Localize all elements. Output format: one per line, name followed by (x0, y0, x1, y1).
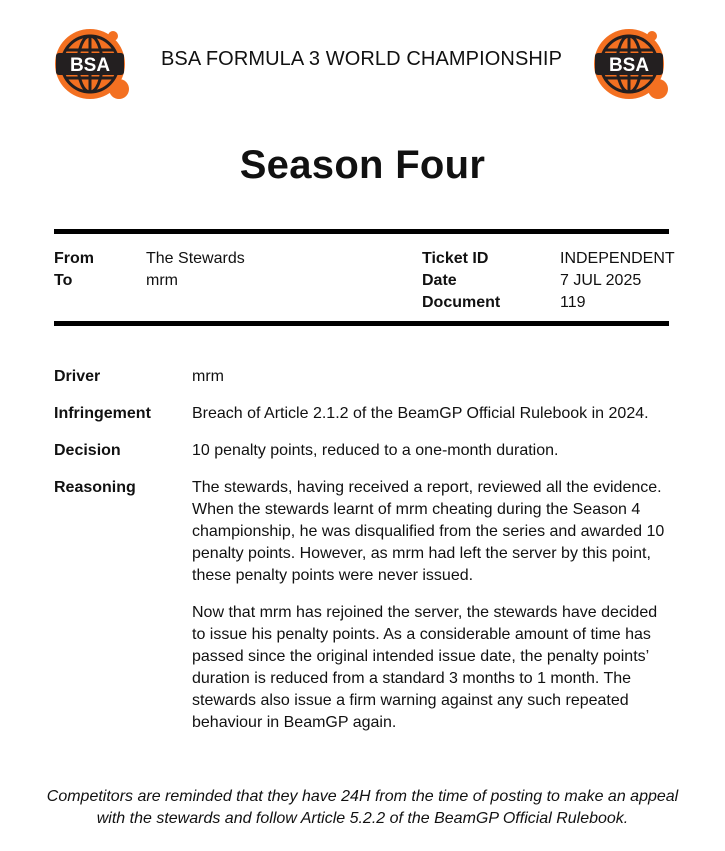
to-value: mrm (146, 272, 178, 289)
date-value: 7 JUL 2025 (560, 272, 642, 289)
appeal-notice: Competitors are reminded that they have 24H from the time of posting to make an appeal with the stewards and follow Article 5.2.2 of the BeamGP Official Rulebook. (46, 788, 679, 827)
decision-details (54, 366, 672, 749)
decision-label: Decision (54, 442, 121, 459)
driver-value: mrm (192, 368, 224, 385)
series-title: BSA FORMULA 3 WORLD CHAMPIONSHIP (160, 48, 563, 70)
reasoning-label: Reasoning (54, 479, 136, 496)
bsa-logo-right (593, 28, 669, 100)
decision-value: 10 penalty points, reduced to a one-month duration. (192, 442, 559, 459)
meta-left (54, 248, 245, 292)
infringement-row (54, 403, 672, 425)
meta-date-row (422, 270, 675, 292)
driver-label: Driver (54, 368, 101, 385)
svg-text:BSA: BSA (69, 55, 111, 76)
infringement-value: Breach of Article 2.1.2 of the BeamGP Official Rulebook in 2024. (192, 405, 649, 422)
meta-right (422, 248, 675, 314)
date-label: Date (422, 272, 457, 289)
driver-row (54, 366, 672, 388)
ticket-id-label: Ticket ID (422, 250, 489, 267)
document-header (54, 28, 669, 100)
decision-row (54, 440, 672, 462)
ticket-id-value: INDEPENDENT (560, 250, 675, 267)
bottom-divider (54, 321, 669, 326)
svg-text:BSA: BSA (608, 55, 650, 76)
reasoning-paragraph-2: Now that mrm has rejoined the server, the stewards have decided to issue his penalty points. As a considerable amount of time has passed since the original intended issue date, the penalty points’ duration is reduced from a standard 3 months to 1 month. The stewards also issue a firm warning against any such repeated behaviour in BeamGP again. (192, 604, 658, 731)
meta-ticket-row (422, 248, 675, 270)
season-title: Season Four (239, 143, 486, 187)
reasoning-paragraph-1: The stewards, having received a report, reviewed all the evidence. When the stewards learnt of mrm cheating during the Season 4 championship, he was disqualified from the series and awarded 10 penalty points. However, as mrm had left the server by this point, these penalty points were never issued. (192, 479, 665, 584)
to-label: To (54, 272, 73, 289)
from-label: From (54, 250, 94, 267)
top-divider (54, 229, 669, 234)
meta-from-row (54, 248, 245, 270)
meta-document-row (422, 292, 675, 314)
from-value: The Stewards (146, 250, 245, 267)
reasoning-value (192, 477, 672, 734)
document-label: Document (422, 294, 501, 311)
reasoning-row (54, 477, 672, 734)
infringement-label: Infringement (54, 405, 151, 422)
document-value: 119 (560, 294, 586, 311)
meta-to-row (54, 270, 245, 292)
